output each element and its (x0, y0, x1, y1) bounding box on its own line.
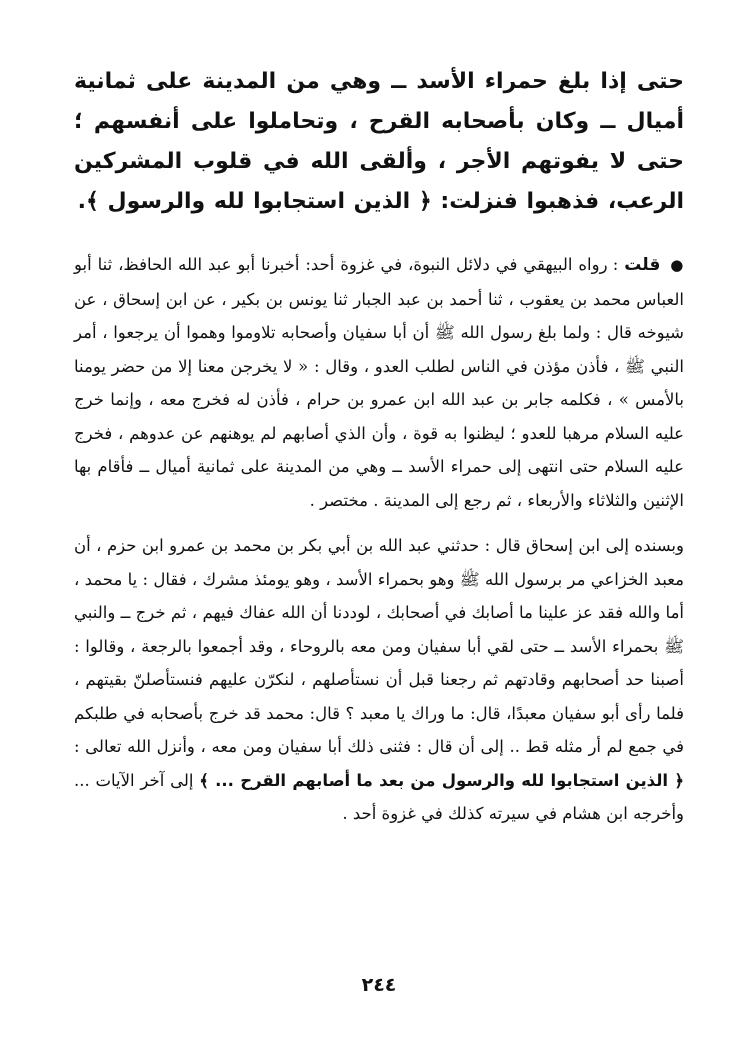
page-content (74, 62, 684, 1042)
quran-verse: ﴿ الذين استجابوا لله والرسول من بعد ما أصابهم القرح ... ﴾ (199, 770, 684, 790)
page-number: ٢٤٤ (361, 974, 397, 996)
commentary-paragraph (74, 248, 684, 517)
narration-text: وبسنده إلى ابن إسحاق قال : حدثني عبد الله بن أبي بكر بن محمد بن عمرو ابن حزم ، أن معبد الخزاعي مر برسول الله ﷺ وهو بحمراء الأسد ، وهو يومئذ مشرك ، فقال : يا محمد ، أما والله فقد عز علينا ما أصابك في أصحابك ، لوددنا أن الله عفاك فيهم ، ثم خرج ــ والنبي ﷺ بحمراء الأسد ــ حتى لقي أبا سفيان ومن معه بالروحاء ، وقد أجمعوا بالرجعة ، وقالوا : أصبنا حد أصحابهم وقادتهم ثم رجعنا قبل أن نستأصلهم ، لنكرّن عليهم فنستأصلنّ بقيتهم ، فلما رأى أبو سفيان معبدًا، قال: ما وراك يا معبد ؟ قال: محمد قد خرج بأصحابه في طلبكم في جمع لم أر مثله قط .. إلى أن قال : فثنى ذلك أبا سفيان ومن معه ، وأنزل الله تعالى : (74, 536, 684, 756)
bullet-icon: ● (670, 256, 685, 274)
commentary-keyword: قلت (624, 255, 661, 275)
narration-paragraph (74, 529, 684, 831)
narration-text-end: إلى آخر الآيات ... وأخرجه ابن هشام في سيرته كذلك في غزوة أحد . (74, 770, 684, 823)
commentary-text: : رواه البيهقي في دلائل النبوة، في غزوة أحد: أخبرنا أبو عبد الله الحافظ، ثنا أبو العباس محمد بن يعقوب ، ثنا أحمد بن عبد الجبار ثنا يونس بن بكير ، عن ابن إسحاق ، عن شيوخه قال : ولما بلغ رسول الله ﷺ أن أبا سفيان وأصحابه تلاوموا وهموا أن يرجعوا ، أمر النبي ﷺ ، فأذن مؤذن في الناس لطلب العدو ، وقال : « لا يخرجن معنا إلا من حضر يومنا بالأمس » ، فكلمه جابر بن عبد الله ابن عمرو بن حرام ، فأذن له فخرج معه ، وإنما خرج عليه السلام مرهبا للعدو ؛ ليظنوا به قوة ، وأن الذي أصابهم لم يوهنهم عن عدوهم ، فخرج عليه السلام حتى انتهى إلى حمراء الأسد ــ وهي من المدينة على ثمانية أميال ــ فأقام بها الإثنين والثلاثاء والأربعاء ، ثم رجع إلى المدينة . مختصر . (74, 255, 684, 510)
lead-paragraph: حتى إذا بلغ حمراء الأسد ــ وهي من المدينة على ثمانية أميال ــ وكان بأصحابه القرح ، وتحاملوا على أنفسهم ؛ حتى لا يفوتهم الأجر ، وألقى الله في قلوب المشركين الرعب، فذهبوا فنزلت: ﴿ الذين استجابوا لله والرسول ﴾. (74, 69, 684, 214)
